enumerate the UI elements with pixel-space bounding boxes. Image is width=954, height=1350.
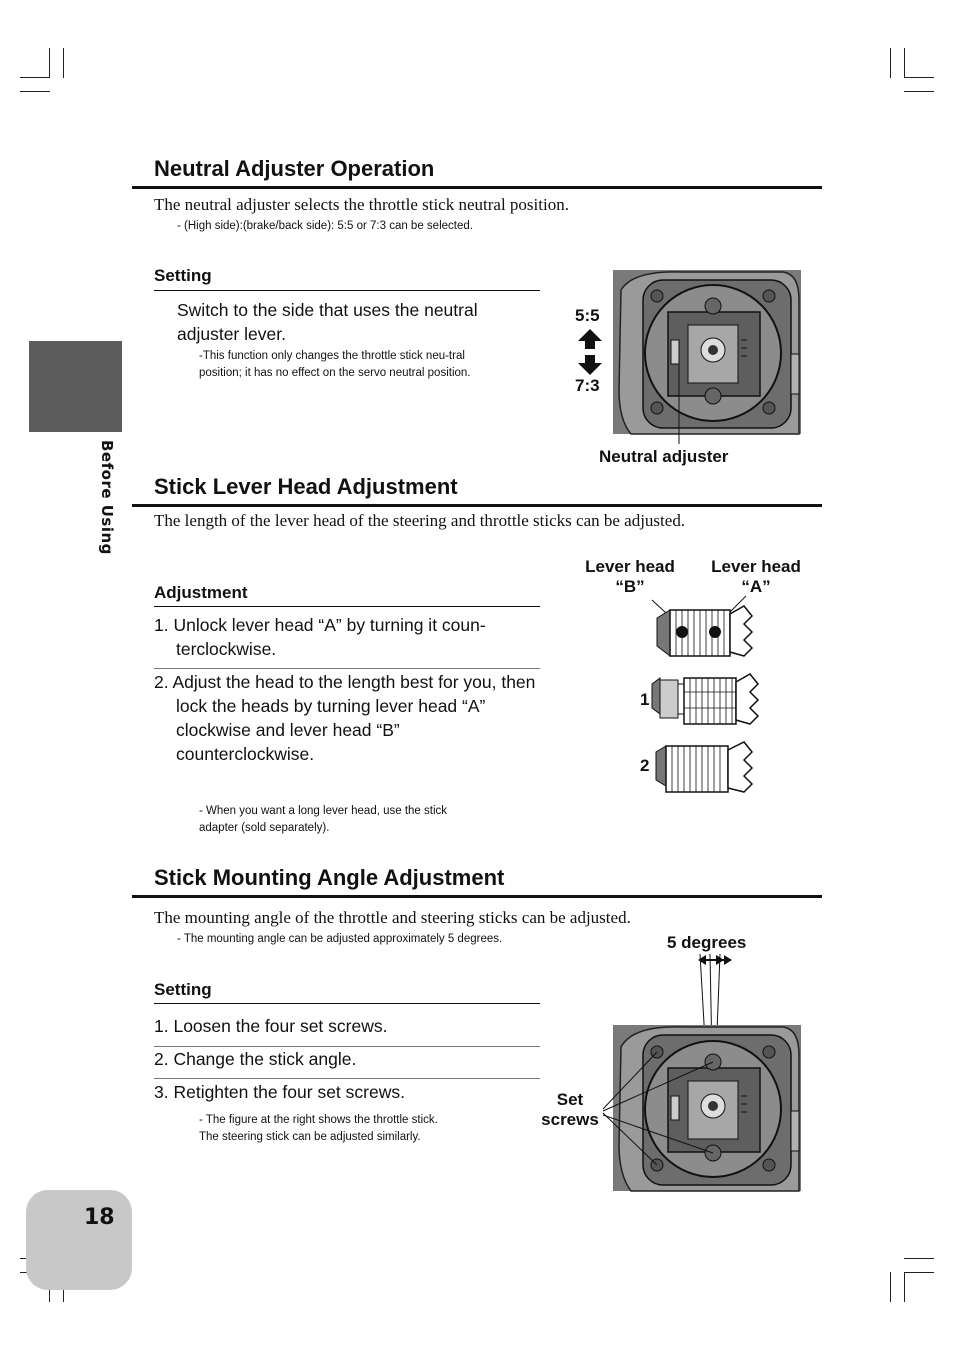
setting-step-2: 2. Change the stick angle.	[154, 1049, 357, 1069]
section-note: - (High side):(brake/back side): 5:5 or 7:3 can be selected.	[177, 220, 473, 232]
set-screws-label: Set screws	[541, 1090, 599, 1129]
section-rule	[132, 895, 822, 898]
adjustment-heading: Adjustment	[154, 583, 248, 602]
crop-mark	[904, 91, 934, 92]
setting-note: -This function only changes the throttle stick neu-tral position; it has no effect on the servo neutral position.	[199, 350, 471, 379]
section-rule	[132, 504, 822, 507]
five-degrees-label: 5 degrees	[667, 933, 747, 952]
ratio-arrows-icon	[577, 329, 603, 375]
page-number: 18	[84, 1205, 115, 1230]
figure-note-line-2: The steering stick can be adjusted similarly.	[199, 1131, 421, 1143]
crop-mark	[904, 48, 905, 78]
setting-heading: Setting	[154, 266, 212, 285]
crop-mark	[49, 48, 50, 78]
figure-step-2-label: 2	[640, 756, 650, 775]
figure-note-line-1: - The figure at the right shows the throttle stick.	[199, 1114, 438, 1126]
crop-mark	[20, 91, 50, 92]
lever-head-b-label: Lever head “B”	[585, 557, 675, 596]
crop-mark	[890, 1272, 891, 1302]
setting-step-3: 3. Retighten the four set screws.	[154, 1082, 405, 1102]
section-rule	[132, 186, 822, 189]
crop-mark	[904, 1272, 905, 1302]
subheading-rule	[154, 606, 540, 607]
transmitter-stick-figure	[613, 1025, 801, 1191]
adjustment-note: - When you want a long lever head, use the stick adapter (sold separately).	[199, 805, 448, 834]
setting-heading: Setting	[154, 980, 212, 999]
adjustment-step-2: 2. Adjust the head to the length best for you, then lock the heads by turning lever head “A” clockwise and lever head “B” counterclockwise.	[154, 672, 536, 764]
step-divider	[154, 1078, 540, 1079]
section-intro: The length of the lever head of the steering and throttle sticks can be adjusted.	[154, 511, 686, 530]
crop-mark	[890, 48, 891, 78]
crop-mark	[63, 48, 64, 78]
setting-step-1: 1. Loosen the four set screws.	[154, 1016, 388, 1036]
figure-step-1-label: 1	[640, 690, 650, 709]
lever-head-a-label: Lever head “A”	[711, 557, 801, 596]
setting-text: Switch to the side that uses the neutral adjuster lever.	[177, 300, 478, 344]
step-divider	[154, 668, 540, 669]
section-title-stick-lever-head: Stick Lever Head Adjustment	[154, 474, 458, 499]
section-title-neutral-adjuster: Neutral Adjuster Operation	[154, 156, 435, 181]
transmitter-stick-figure	[613, 270, 801, 434]
crop-mark	[904, 1272, 934, 1273]
section-intro: The neutral adjuster selects the throttle stick neutral position.	[154, 195, 569, 214]
ratio-label-5-5: 5:5	[575, 306, 600, 325]
subheading-rule	[154, 1003, 540, 1004]
section-note: - The mounting angle can be adjusted approximately 5 degrees.	[177, 933, 503, 945]
neutral-adjuster-caption: Neutral adjuster	[599, 447, 729, 466]
lever-head-figure	[648, 596, 760, 806]
crop-mark	[20, 77, 50, 78]
subheading-rule	[154, 290, 540, 291]
side-tab-label: Before Using	[98, 440, 116, 555]
section-intro: The mounting angle of the throttle and steering sticks can be adjusted.	[154, 908, 631, 927]
page-number-tab	[26, 1190, 132, 1290]
crop-mark	[904, 77, 934, 78]
section-title-stick-mounting-angle: Stick Mounting Angle Adjustment	[154, 865, 505, 890]
crop-mark	[904, 1258, 934, 1259]
ratio-label-7-3: 7:3	[575, 376, 600, 395]
adjustment-step-1: 1. Unlock lever head “A” by turning it coun-terclockwise.	[154, 615, 486, 659]
side-tab	[29, 341, 122, 432]
